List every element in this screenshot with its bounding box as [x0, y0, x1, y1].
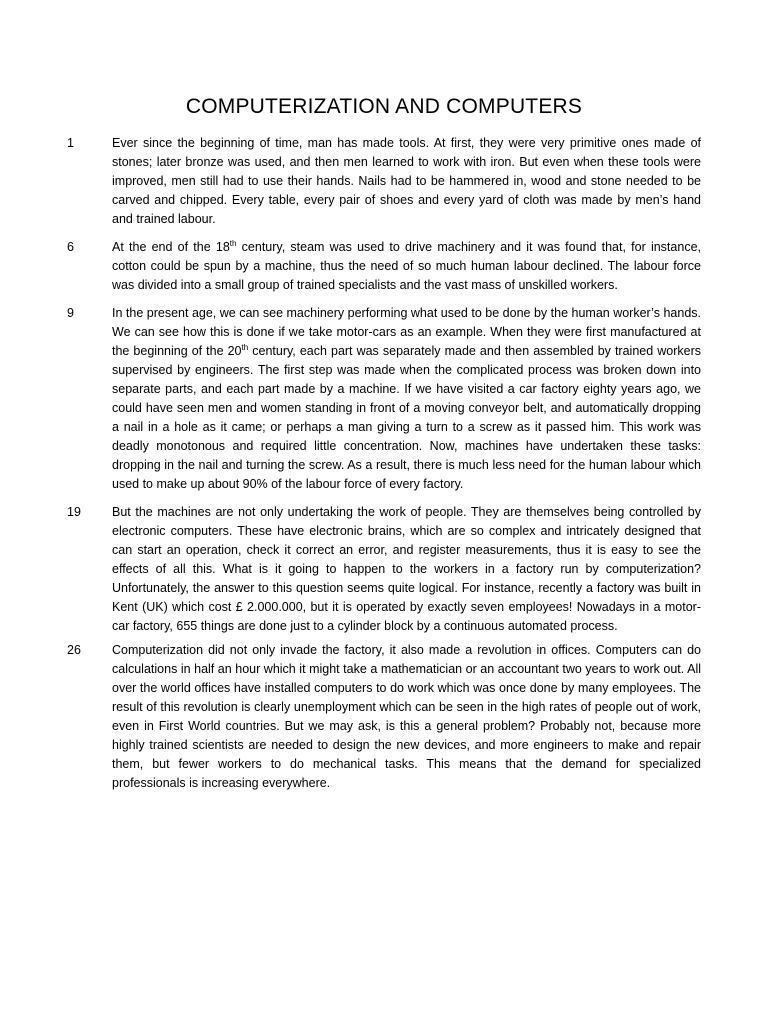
paragraph-text-part: century, each part was separately made and then assembled by trained workers supervised by engineers. The first step was made when the complicated process was broken down into separate parts, and each part made by a machine. If we have visited a car factory eighty years ago, we could have seen men and women standing in front of a moving conveyor belt, and automatically dropping a nail in a hole as it came; or perhaps a man giving a turn to a screw as it passed him. This work was deadly monotonous and required little concentration. Now, machines have undertaken these tasks: dropping in the nail and turning the screw. As a result, there is much less need for the human labour which used to make up about 90% of the labour force of every factory. — [112, 344, 701, 491]
paragraph-text: But the machines are not only undertaking the work of people. They are themselves being controlled by electronic computers. These have electronic brains, which are so complex and intricately designed that can start an operation, check it correct an error, and register measurements, thus it is easy to see the effects of all this. What is it going to happen to the workers in a factory run by computerization? Unfortunately, the answer to this question seems quite logical. For instance, recently a factory was built in Kent (UK) which cost £ 2.000.000, but it is operated by exactly seven employees! Nowadays in a motor-car factory, 655 things are done just to a cylinder block by a continuous automated process. — [112, 505, 701, 633]
line-number: 6 — [67, 240, 74, 254]
superscript-th: th — [229, 239, 237, 248]
document-title: COMPUTERIZATION AND COMPUTERS — [185, 95, 583, 118]
line-number: 1 — [67, 136, 74, 150]
paragraph-text-part: At the end of the 18 — [112, 240, 230, 254]
paragraph-text-part: In the present age, we can see machinery performing what used to be done by the human worker’s hands. We can see how this is done if we take motor-cars as an example. When they were first manufactured at the beginning of the 20 — [112, 306, 701, 358]
paragraph-text — [112, 238, 701, 295]
line-number: 19 — [67, 505, 81, 519]
paragraph-text-part: century, steam was used to drive machinery and it was found that, for instance, cotton could be spun by a machine, thus the need of so much human labour declined. The labour force was divided into a small group of trained specialists and the vast mass of unskilled workers. — [112, 240, 701, 292]
line-number: 9 — [67, 306, 74, 320]
superscript-th: th — [241, 343, 249, 352]
paragraph-text: Computerization did not only invade the factory, it also made a revolution in offices. Computers can do calculations in half an hour which it might take a mathematician or an accountant two years to work out. All over the world offices have installed computers to do work which was once done by many employees. The result of this revolution is clearly unemployment which can be seen in the high rates of people out of work, even in First World countries. But we may ask, is this a general problem? Probably not, because more highly trained scientists are needed to design the new devices, and more engineers to make and repair them, but fewer workers to do mechanical tasks. This means that the demand for specialized professionals is increasing everywhere. — [112, 643, 701, 790]
line-number: 26 — [67, 643, 81, 657]
paragraph-text — [112, 304, 701, 494]
paragraph-text: Ever since the beginning of time, man has made tools. At first, they were very primitive ones made of stones; later bronze was used, and then men learned to work with iron. But even when these tools were improved, men still had to use their hands. Nails had to be hammered in, wood and stone needed to be carved and chipped. Every table, every pair of shoes and every yard of cloth was made by men’s hand and trained labour. — [112, 136, 701, 226]
